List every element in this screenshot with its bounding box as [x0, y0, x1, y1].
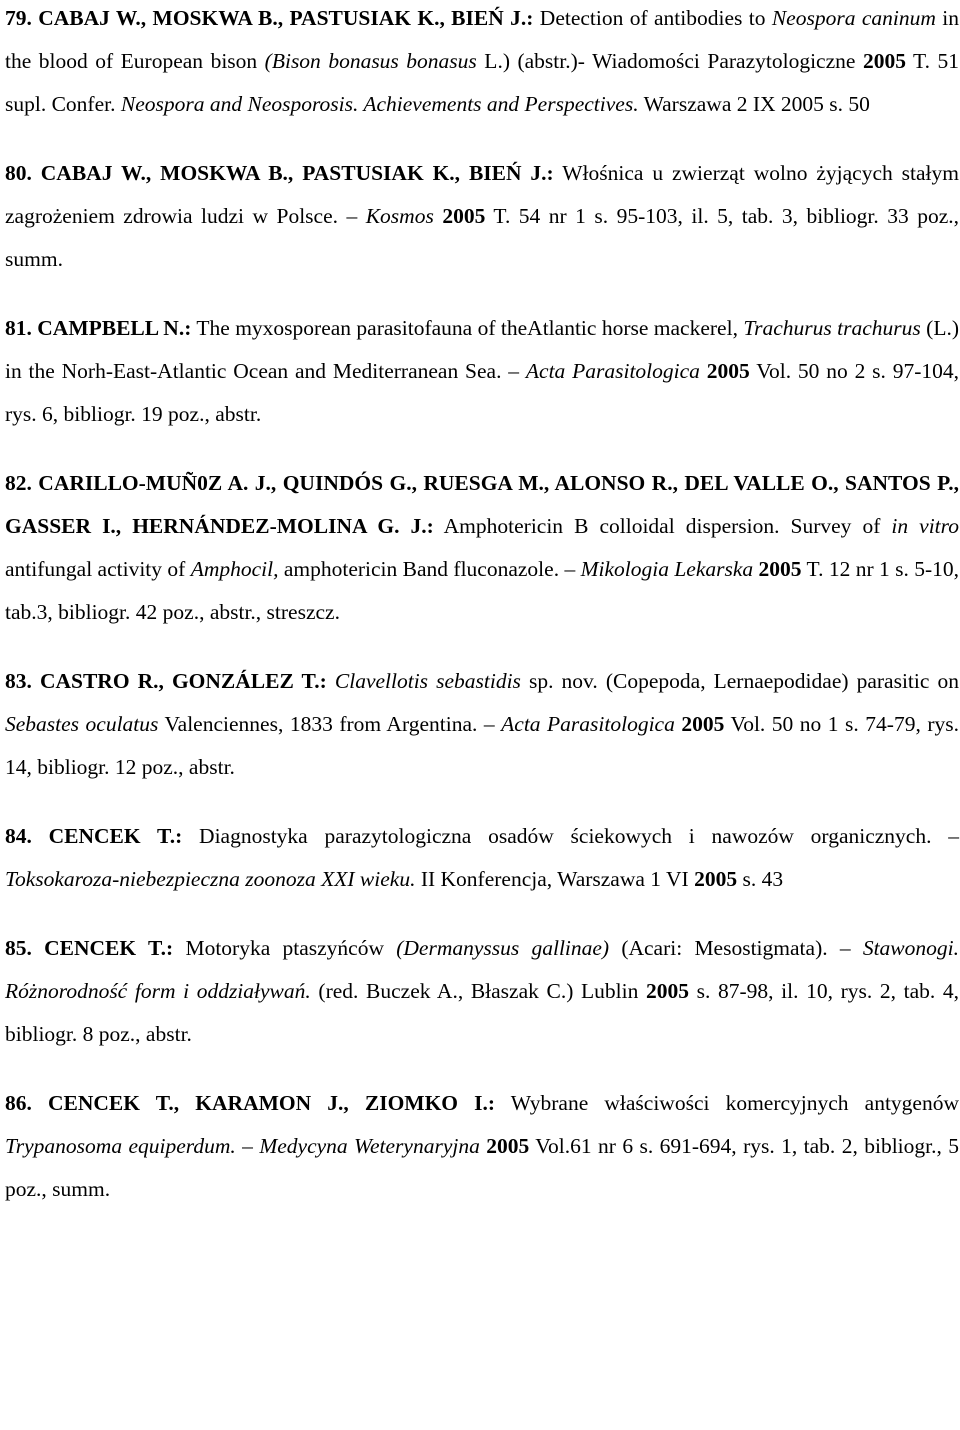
italic-text: Neospora caninum [771, 6, 936, 30]
body-text: T. 51 supl. Confer. [5, 49, 959, 116]
italic-text: Stawonogi. Różnorodność form i oddziaływań. [5, 936, 959, 1003]
italic-text: Acta Parasitologica [501, 712, 675, 736]
body-text: – [235, 1134, 260, 1158]
body-text: s. 43 [737, 867, 784, 891]
body-text: Vol.61 nr 6 s. 691-694, rys. 1, tab. 2, bibliogr., 5 poz., summ. [5, 1134, 960, 1201]
italic-text: Trachurus trachurus [743, 316, 921, 340]
body-text: Wybrane właściwości komercyjnych antygenów [495, 1091, 959, 1115]
entry-heading: 80. CABAJ W., MOSKWA B., PASTUSIAK K., BIEŃ J.: [5, 161, 554, 185]
italic-text: in vitro [891, 514, 959, 538]
bibliography-entry-79 [5, 0, 959, 126]
body-text: (Acari: Mesostigmata). – [609, 936, 863, 960]
bibliography-entry-83 [5, 660, 959, 789]
body-text: in the blood of European bison [5, 6, 959, 73]
body-text: Włośnica u zwierząt wolno żyjących stałym zagrożeniem zdrowia ludzi w Polsce. – [5, 161, 959, 228]
body-text: (L.) in the Norh-East-Atlantic Ocean and Mediterranean Sea. – [5, 316, 959, 383]
body-text: T. 12 nr 1 s. 5-10, tab.3, bibliogr. 42 poz., abstr., streszcz. [5, 557, 960, 624]
italic-text: (Dermanyssus gallinae) [396, 936, 610, 960]
bibliography-entry-85 [5, 927, 959, 1056]
entry-heading: 83. CASTRO R., GONZÁLEZ T.: [5, 669, 327, 693]
italic-text: (Bison bonasus bonasus [264, 49, 477, 73]
entry-heading: 86. CENCEK T., KARAMON J., ZIOMKO I.: [5, 1091, 496, 1115]
bibliography-entry-80 [5, 152, 959, 281]
italic-text: Amphocil, [190, 557, 279, 581]
body-text: Valenciennes, 1833 from Argentina. – [158, 712, 502, 736]
entry-heading: 2005 [862, 49, 906, 73]
body-text: Motoryka ptaszyńców [173, 936, 397, 960]
body-text: L.) (abstr.)- Wiadomości Parazytologiczne [476, 49, 863, 73]
entry-heading: 2005 [758, 557, 802, 581]
body-text: Diagnostyka parazytologiczna osadów ściekowych i nawozów organicznych. – [182, 824, 959, 848]
italic-text: Toksokaroza-niebezpieczna zoonoza XXI wieku. [5, 867, 416, 891]
bibliography-entry-82 [5, 462, 959, 634]
entry-heading: 81. CAMPBELL N.: [5, 316, 192, 340]
italic-text: Clavellotis sebastidis [334, 669, 521, 693]
entry-heading: 2005 [645, 979, 689, 1003]
entry-heading: 85. CENCEK T.: [5, 936, 174, 960]
entry-heading: 2005 [442, 204, 486, 228]
entry-heading: 2005 [694, 867, 738, 891]
body-text: s. 87-98, il. 10, rys. 2, tab. 4, bibliogr. 8 poz., abstr. [5, 979, 959, 1046]
entry-heading: 84. CENCEK T.: [5, 824, 183, 848]
italic-text: Kosmos [365, 204, 434, 228]
entry-heading: 2005 [706, 359, 750, 383]
body-text: T. 54 nr 1 s. 95-103, il. 5, tab. 3, bibliogr. 33 poz., summ. [5, 204, 960, 271]
body-text: Vol. 50 no 2 s. 97-104, rys. 6, bibliogr. 19 poz., abstr. [5, 359, 960, 426]
entry-heading: 2005 [681, 712, 725, 736]
italic-text: Medycyna Weterynaryjna [259, 1134, 480, 1158]
body-text: Vol. 50 no 1 s. 74-79, rys. 14, bibliogr. 12 poz., abstr. [5, 712, 959, 779]
entry-heading: 79. CABAJ W., MOSKWA B., PASTUSIAK K., BIEŃ J.: [5, 6, 534, 30]
body-text: Warszawa 2 IX 2005 s. 50 [638, 92, 870, 116]
body-text [700, 359, 707, 383]
bibliography-page [5, 0, 959, 1211]
italic-text: Acta Parasitologica [525, 359, 700, 383]
body-text: antifungal activity of [5, 557, 191, 581]
entry-heading: 82. CARILLO-MUÑ0Z A. J., QUINDÓS G., RUESGA M., ALONSO R., DEL VALLE O., SANTOS P., GASSER I., HERNÁNDEZ-MOLINA G. J.: [5, 471, 959, 538]
bibliography-entry-81 [5, 307, 959, 436]
body-text: II Konferencja, Warszawa 1 VI [415, 867, 695, 891]
italic-text: Mikologia Lekarska [580, 557, 754, 581]
entry-heading: 2005 [486, 1134, 530, 1158]
body-text: sp. nov. (Copepoda, Lernaepodidae) parasitic on [520, 669, 959, 693]
italic-text: Sebastes oculatus [5, 712, 159, 736]
body-text: (red. Buczek A., Błaszak C.) Lublin [310, 979, 646, 1003]
bibliography-entry-84 [5, 815, 959, 901]
body-text: The myxosporean parasitofauna of theAtlantic horse mackerel, [191, 316, 744, 340]
body-text [327, 669, 335, 693]
body-text: Amphotericin B colloidal dispersion. Survey of [433, 514, 892, 538]
italic-text: Neospora and Neosporosis. Achievements and Perspectives. [120, 92, 639, 116]
italic-text: Trypanosoma equiperdum. [5, 1134, 236, 1158]
bibliography-entry-86 [5, 1082, 959, 1211]
body-text: Detection of antibodies to [533, 6, 772, 30]
body-text: amphotericin Band fluconazole. – [278, 557, 581, 581]
